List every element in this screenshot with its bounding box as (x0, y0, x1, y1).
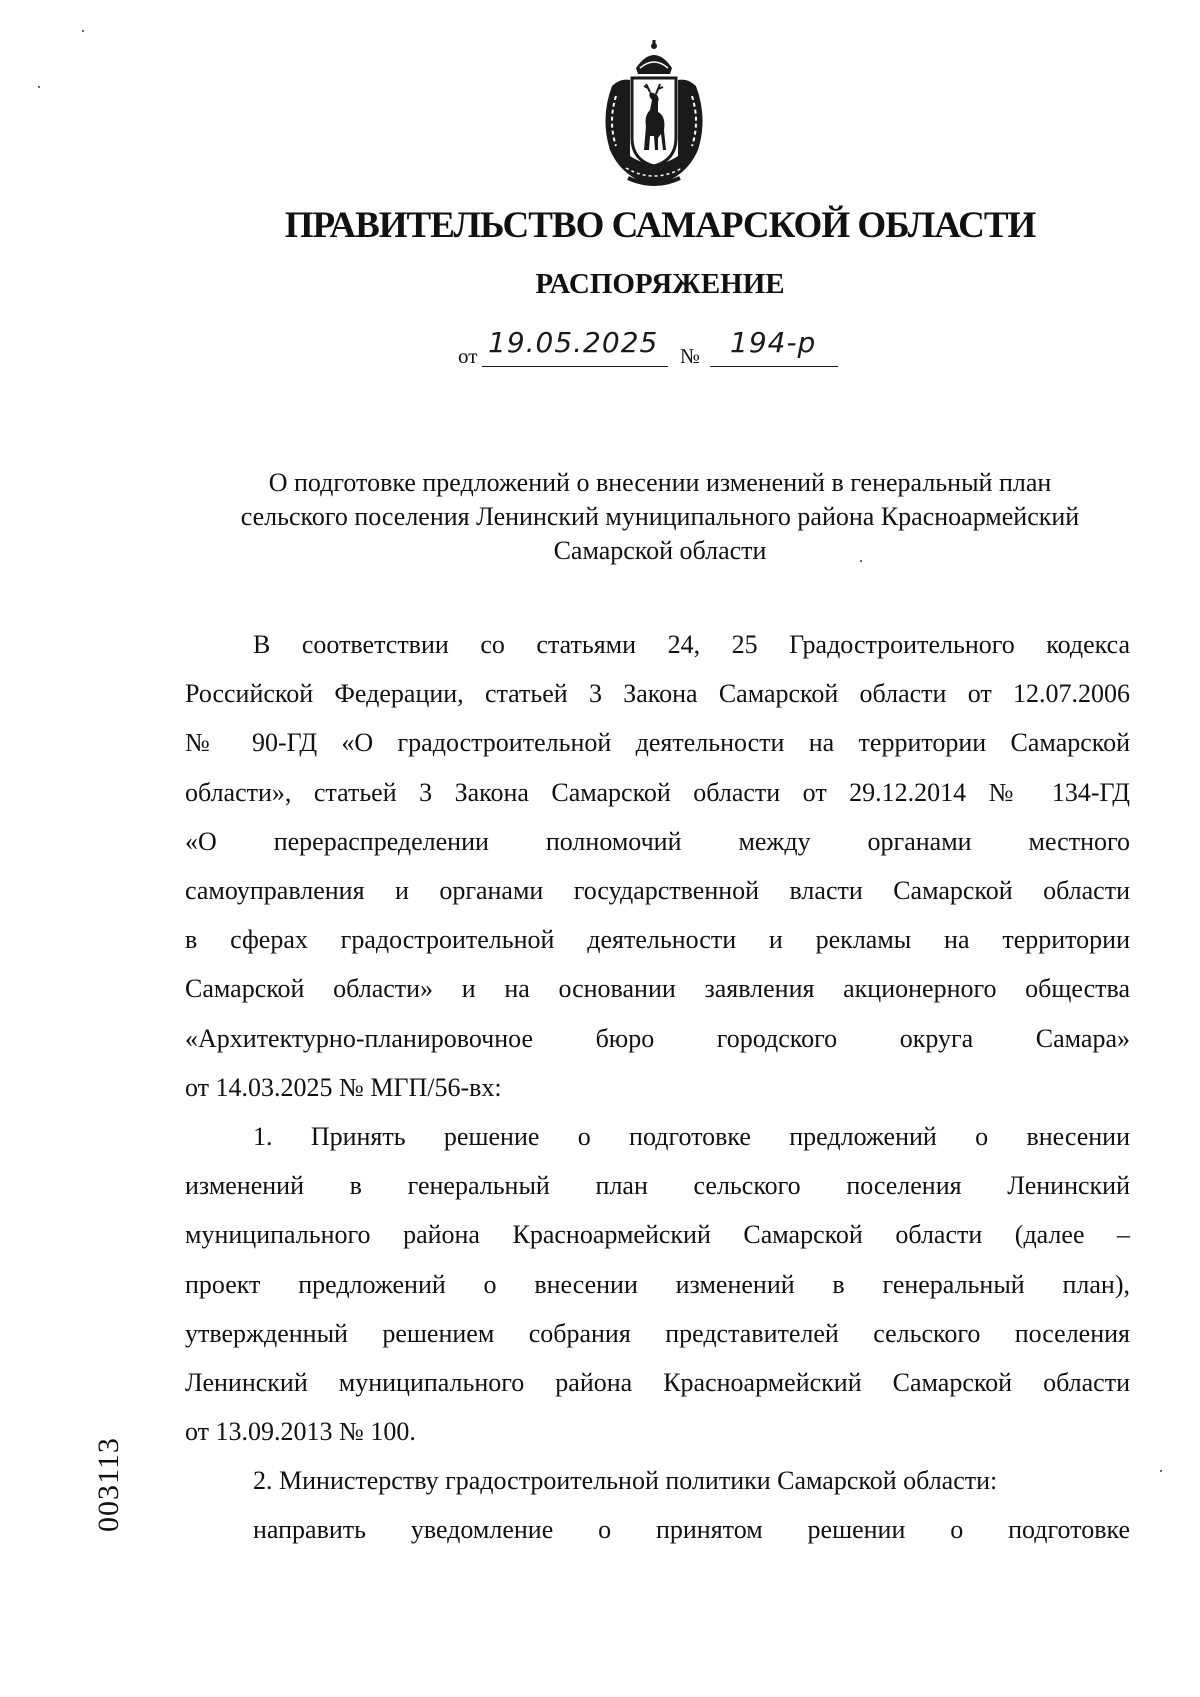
date-prefix: от (458, 344, 478, 368)
text-line: самоуправления и органами государственной власти Самарской области (185, 876, 1130, 906)
scan-speck (860, 560, 862, 562)
subject-line: Самарской области (553, 536, 767, 565)
text-line: от 13.09.2013 № 100. (185, 1417, 416, 1447)
number-underline (710, 366, 838, 367)
date-underline (482, 366, 668, 367)
item-1-paragraph (185, 1112, 1130, 1456)
subject-line: О подготовке предложений о внесении изменений в генеральный план (268, 468, 1052, 497)
preamble-paragraph (185, 620, 1130, 1112)
scan-speck (82, 30, 84, 32)
text-line: утвержденный решением собрания представителей сельского поселения (185, 1318, 1130, 1348)
text-line: «О перераспределении полномочий между органами местного (185, 826, 1130, 856)
text-line: Ленинский муниципального района Красноармейский Самарской области (185, 1368, 1130, 1398)
text-line: изменений в генеральный план сельского поселения Ленинский (185, 1171, 1130, 1201)
text-line: Российской Федерации, статьей 3 Закона Самарской области от 12.07.2006 (185, 679, 1130, 709)
scan-speck (38, 86, 40, 88)
text-line: В соответствии со статьями 24, 25 Градостроительного кодекса (253, 630, 1130, 659)
text-line: № 90-ГД «О градостроительной деятельности на территории Самарской (185, 728, 1130, 758)
date-value: 19.05.2025 (488, 326, 659, 359)
subject-line: сельского поселения Ленинский муниципального района Красноармейский (240, 502, 1080, 531)
document-subject (180, 466, 1140, 568)
scan-speck (1160, 1470, 1162, 1472)
text-line: муниципального района Красноармейский Самарской области (далее – (185, 1220, 1130, 1250)
text-line: 2. Министерству градостроительной политики Самарской области: (253, 1466, 998, 1495)
text-line: 1. Принять решение о подготовке предложений о внесении (253, 1122, 1130, 1151)
item-2-paragraph (185, 1456, 1130, 1554)
margin-registration-number: 003113 (92, 1437, 125, 1532)
text-line: «Архитектурно-планировочное бюро городского округа Самара» (185, 1023, 1130, 1053)
document-type: РАСПОРЯЖЕНИЕ (535, 268, 785, 300)
government-title: ПРАВИТЕЛЬСТВО САМАРСКОЙ ОБЛАСТИ (284, 205, 1036, 246)
number-value: 194-р (730, 326, 817, 359)
text-line: в сферах градостроительной деятельности и рекламы на территории (185, 925, 1130, 955)
number-prefix: № (680, 344, 701, 368)
text-line: проект предложений о внесении изменений в генеральный план), (185, 1269, 1130, 1299)
text-line: области», статьей 3 Закона Самарской области от 29.12.2014 № 134-ГД (185, 777, 1130, 807)
coat-of-arms-icon (592, 38, 716, 190)
text-line: от 14.03.2025 № МГП/56-вх: (185, 1072, 502, 1102)
date-number-line (458, 326, 878, 370)
text-line: Самарской области» и на основании заявления акционерного общества (185, 974, 1130, 1004)
text-line: направить уведомление о принятом решении о подготовке (253, 1515, 1130, 1545)
